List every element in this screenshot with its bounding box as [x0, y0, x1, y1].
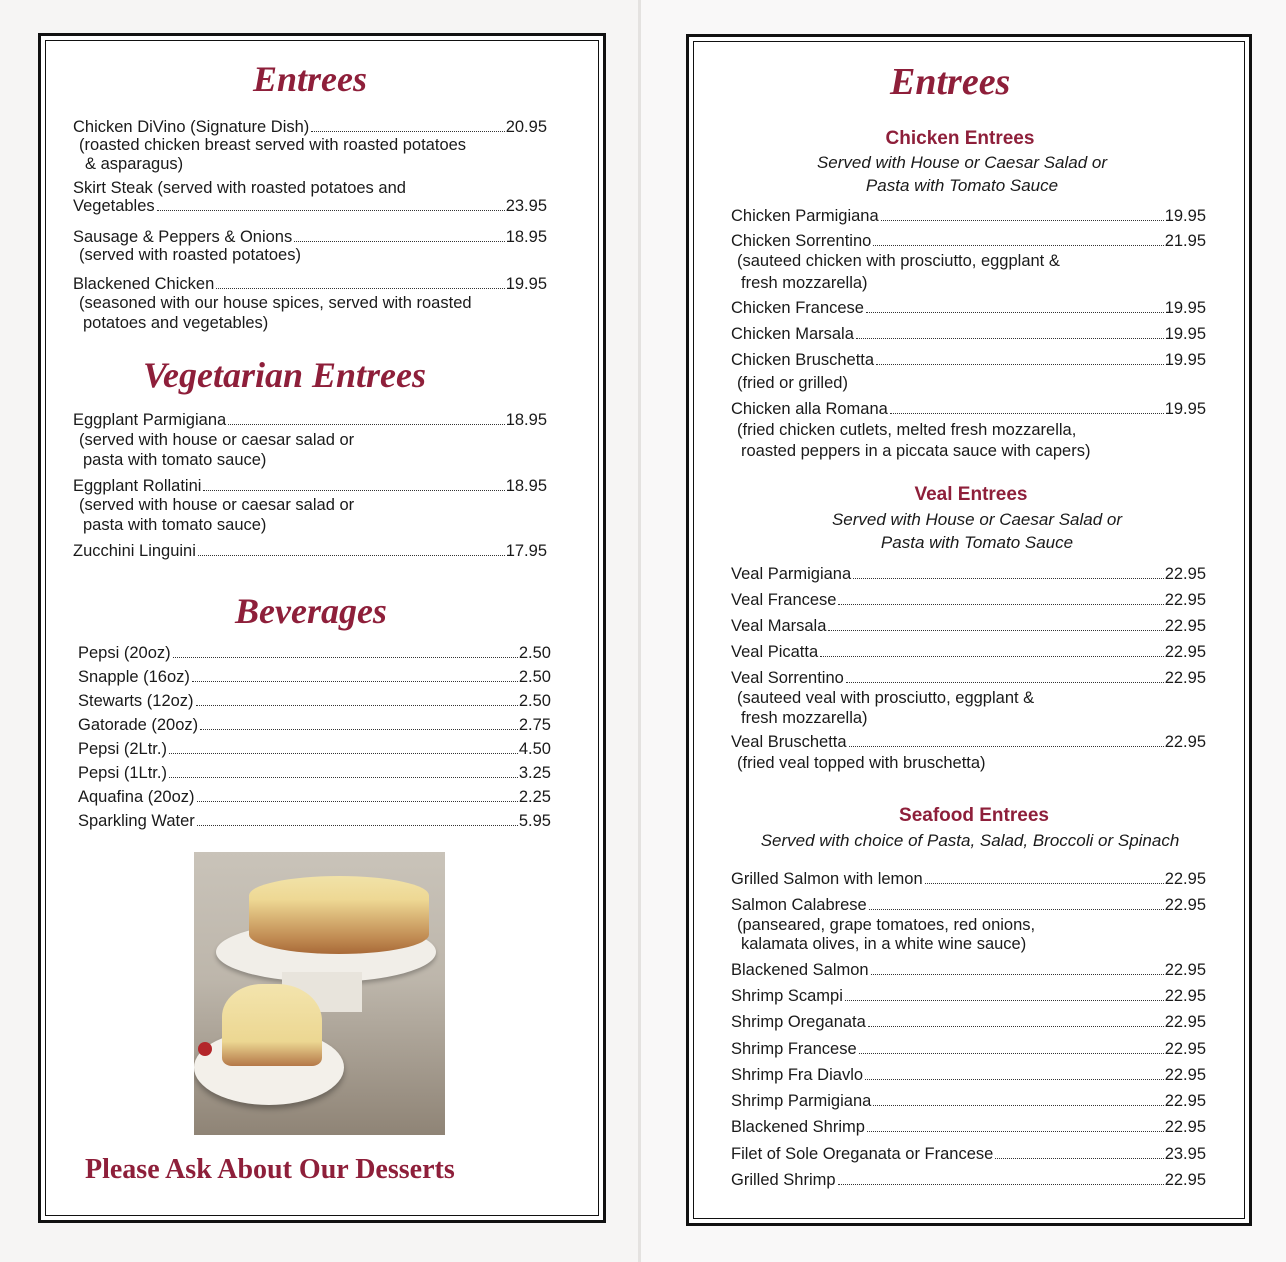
menu-item — [78, 810, 551, 832]
menu-item — [73, 195, 547, 217]
cheesecake-photo — [194, 852, 445, 1135]
right-entrees-title: Entrees — [890, 61, 1011, 103]
item-name: Chicken alla Romana — [731, 400, 888, 418]
seafood-subtitle: Seafood Entrees — [899, 805, 1049, 826]
menu-item — [731, 1064, 1206, 1086]
menu-item — [731, 1143, 1206, 1165]
vegetarian-title: Vegetarian Entrees — [143, 355, 427, 395]
item-price: 22.95 — [1164, 643, 1206, 661]
item-name: Veal Francese — [731, 591, 837, 609]
item-name: Snapple (16oz) — [78, 668, 190, 686]
item-description: pasta with tomato sauce) — [83, 451, 267, 469]
item-name: Veal Marsala — [731, 617, 827, 635]
item-name: Shrimp Scampi — [731, 987, 843, 1005]
menu-item — [731, 641, 1206, 663]
item-name: Veal Parmigiana — [731, 565, 852, 583]
item-price: 22.95 — [1164, 669, 1206, 687]
item-name-line: Skirt Steak (served with roasted potatoes and — [73, 179, 406, 197]
veal-note: Served with House or Caesar Salad or — [831, 510, 1123, 529]
item-price: 19.95 — [1164, 325, 1206, 343]
item-price: 19.95 — [505, 275, 547, 293]
item-name: Chicken Parmigiana — [731, 207, 879, 225]
menu-item — [731, 297, 1206, 319]
item-name: Zucchini Linguini — [73, 542, 196, 560]
item-price: 19.95 — [1164, 299, 1206, 317]
item-name: Veal Sorrentino — [731, 669, 844, 687]
item-name: Eggplant Parmigiana — [73, 411, 227, 429]
item-price: 2.50 — [518, 644, 551, 662]
item-name: Blackened Salmon — [731, 961, 869, 979]
seafood-note: Served with choice of Pasta, Salad, Broccoli or Spinach — [760, 831, 1180, 850]
chicken-subtitle: Chicken Entrees — [885, 128, 1035, 149]
menu-item — [731, 230, 1206, 252]
item-description: (seasoned with our house spices, served with roasted — [79, 294, 472, 312]
menu-item — [731, 1011, 1206, 1033]
menu-item — [731, 1038, 1206, 1060]
item-price: 22.95 — [1164, 1118, 1206, 1136]
item-description: potatoes and vegetables) — [83, 314, 269, 332]
veal-subtitle: Veal Entrees — [914, 484, 1028, 505]
menu-item — [731, 589, 1206, 611]
item-name: Pepsi (1Ltr.) — [78, 764, 167, 782]
item-price: 21.95 — [1164, 232, 1206, 250]
item-price: 19.95 — [1164, 351, 1206, 369]
menu-item — [78, 786, 551, 808]
item-description: (sauteed chicken with prosciutto, eggplant & — [737, 252, 1060, 270]
item-name: Shrimp Oreganata — [731, 1013, 866, 1031]
item-price: 22.95 — [1164, 1171, 1206, 1189]
page-fold — [638, 0, 641, 1262]
item-name: Veal Bruschetta — [731, 733, 847, 751]
menu-item — [78, 690, 551, 712]
menu-item — [78, 714, 551, 736]
item-name: Gatorade (20oz) — [78, 716, 199, 734]
chicken-note: Pasta with Tomato Sauce — [865, 176, 1059, 195]
veal-note: Pasta with Tomato Sauce — [880, 533, 1074, 552]
menu-item — [731, 1169, 1206, 1191]
chicken-note: Served with House or Caesar Salad or — [816, 153, 1108, 172]
item-price: 2.50 — [518, 692, 551, 710]
item-price: 22.95 — [1164, 565, 1206, 583]
item-name: Blackened Chicken — [73, 275, 215, 293]
menu-item — [73, 409, 547, 431]
item-price: 22.95 — [1164, 617, 1206, 635]
item-price: 3.25 — [518, 764, 551, 782]
menu-item — [731, 323, 1206, 345]
item-name: Veal Picatta — [731, 643, 819, 661]
item-description: (fried chicken cutlets, melted fresh mozzarella, — [737, 421, 1077, 439]
item-price: 22.95 — [1164, 870, 1206, 888]
item-name: Grilled Salmon with lemon — [731, 870, 923, 888]
item-price: 23.95 — [1164, 1145, 1206, 1163]
item-name: Salmon Calabrese — [731, 896, 867, 914]
item-description: (sauteed veal with prosciutto, eggplant & — [737, 689, 1035, 707]
item-description: (fried or grilled) — [737, 374, 848, 392]
item-price: 4.50 — [518, 740, 551, 758]
menu-item — [731, 868, 1206, 890]
menu-item — [731, 1090, 1206, 1112]
item-name: Blackened Shrimp — [731, 1118, 865, 1136]
item-price: 18.95 — [505, 411, 547, 429]
item-name: Chicken Marsala — [731, 325, 854, 343]
item-description: & asparagus) — [85, 155, 184, 173]
menu-item — [731, 615, 1206, 637]
menu-item — [731, 894, 1206, 916]
menu-item — [731, 985, 1206, 1007]
item-name: Pepsi (20oz) — [78, 644, 171, 662]
item-price: 20.95 — [505, 118, 547, 136]
item-price: 18.95 — [505, 477, 547, 495]
item-description: pasta with tomato sauce) — [83, 516, 267, 534]
item-description: kalamata olives, in a white wine sauce) — [741, 935, 1027, 953]
item-price: 2.25 — [518, 788, 551, 806]
item-price: 5.95 — [518, 812, 551, 830]
item-description: (panseared, grape tomatoes, red onions, — [737, 916, 1036, 934]
item-description: roasted peppers in a piccata sauce with capers) — [741, 442, 1091, 460]
item-description: (served with roasted potatoes) — [79, 246, 301, 264]
item-name: Eggplant Rollatini — [73, 477, 202, 495]
item-name: Sausage & Peppers & Onions — [73, 228, 293, 246]
item-price: 22.95 — [1164, 961, 1206, 979]
item-price: 2.50 — [518, 668, 551, 686]
menu-item — [78, 642, 551, 664]
item-description: fresh mozzarella) — [741, 709, 868, 727]
item-name: Chicken Sorrentino — [731, 232, 872, 250]
item-price: 17.95 — [505, 542, 547, 560]
item-description: (roasted chicken breast served with roasted potatoes — [79, 136, 467, 154]
item-name: Sparkling Water — [78, 812, 195, 830]
item-price: 22.95 — [1164, 1092, 1206, 1110]
item-name: Shrimp Fra Diavlo — [731, 1066, 864, 1084]
item-name: Aquafina (20oz) — [78, 788, 195, 806]
item-description: fresh mozzarella) — [741, 274, 868, 292]
item-description: (served with house or caesar salad or — [79, 431, 355, 449]
item-price: 22.95 — [1164, 1040, 1206, 1058]
dessert-note: Please Ask About Our Desserts — [85, 1154, 455, 1185]
menu-item — [78, 738, 551, 760]
menu-item — [731, 563, 1206, 585]
item-name: Shrimp Parmigiana — [731, 1092, 872, 1110]
item-description: (served with house or caesar salad or — [79, 496, 355, 514]
item-description: (fried veal topped with bruschetta) — [737, 754, 986, 772]
item-price: 22.95 — [1164, 733, 1206, 751]
item-price: 22.95 — [1164, 591, 1206, 609]
item-price: 23.95 — [505, 197, 547, 215]
menu-item — [731, 667, 1206, 689]
item-name: Vegetables — [73, 197, 155, 215]
item-price: 22.95 — [1164, 896, 1206, 914]
menu-item — [73, 273, 547, 295]
item-name: Shrimp Francese — [731, 1040, 857, 1058]
menu-item — [73, 475, 547, 497]
item-price: 18.95 — [505, 228, 547, 246]
item-name: Chicken Francese — [731, 299, 864, 317]
entrees-title: Entrees — [253, 59, 368, 99]
item-price: 22.95 — [1164, 1013, 1206, 1031]
item-price: 22.95 — [1164, 1066, 1206, 1084]
item-name: Grilled Shrimp — [731, 1171, 836, 1189]
menu-item — [731, 1116, 1206, 1138]
item-name: Pepsi (2Ltr.) — [78, 740, 167, 758]
menu-item — [731, 205, 1206, 227]
menu-item — [731, 959, 1206, 981]
item-price: 2.75 — [518, 716, 551, 734]
menu-item — [731, 398, 1206, 420]
item-price: 19.95 — [1164, 207, 1206, 225]
menu-item — [731, 731, 1206, 753]
item-name: Chicken Bruschetta — [731, 351, 875, 369]
item-price: 22.95 — [1164, 987, 1206, 1005]
item-name: Filet of Sole Oreganata or Francese — [731, 1145, 994, 1163]
item-name: Chicken DiVino (Signature Dish) — [73, 118, 310, 136]
item-price: 19.95 — [1164, 400, 1206, 418]
menu-item — [731, 349, 1206, 371]
menu-item — [78, 666, 551, 688]
item-name: Stewarts (12oz) — [78, 692, 194, 710]
beverages-title: Beverages — [235, 591, 387, 631]
menu-item — [73, 540, 547, 562]
menu-item — [78, 762, 551, 784]
